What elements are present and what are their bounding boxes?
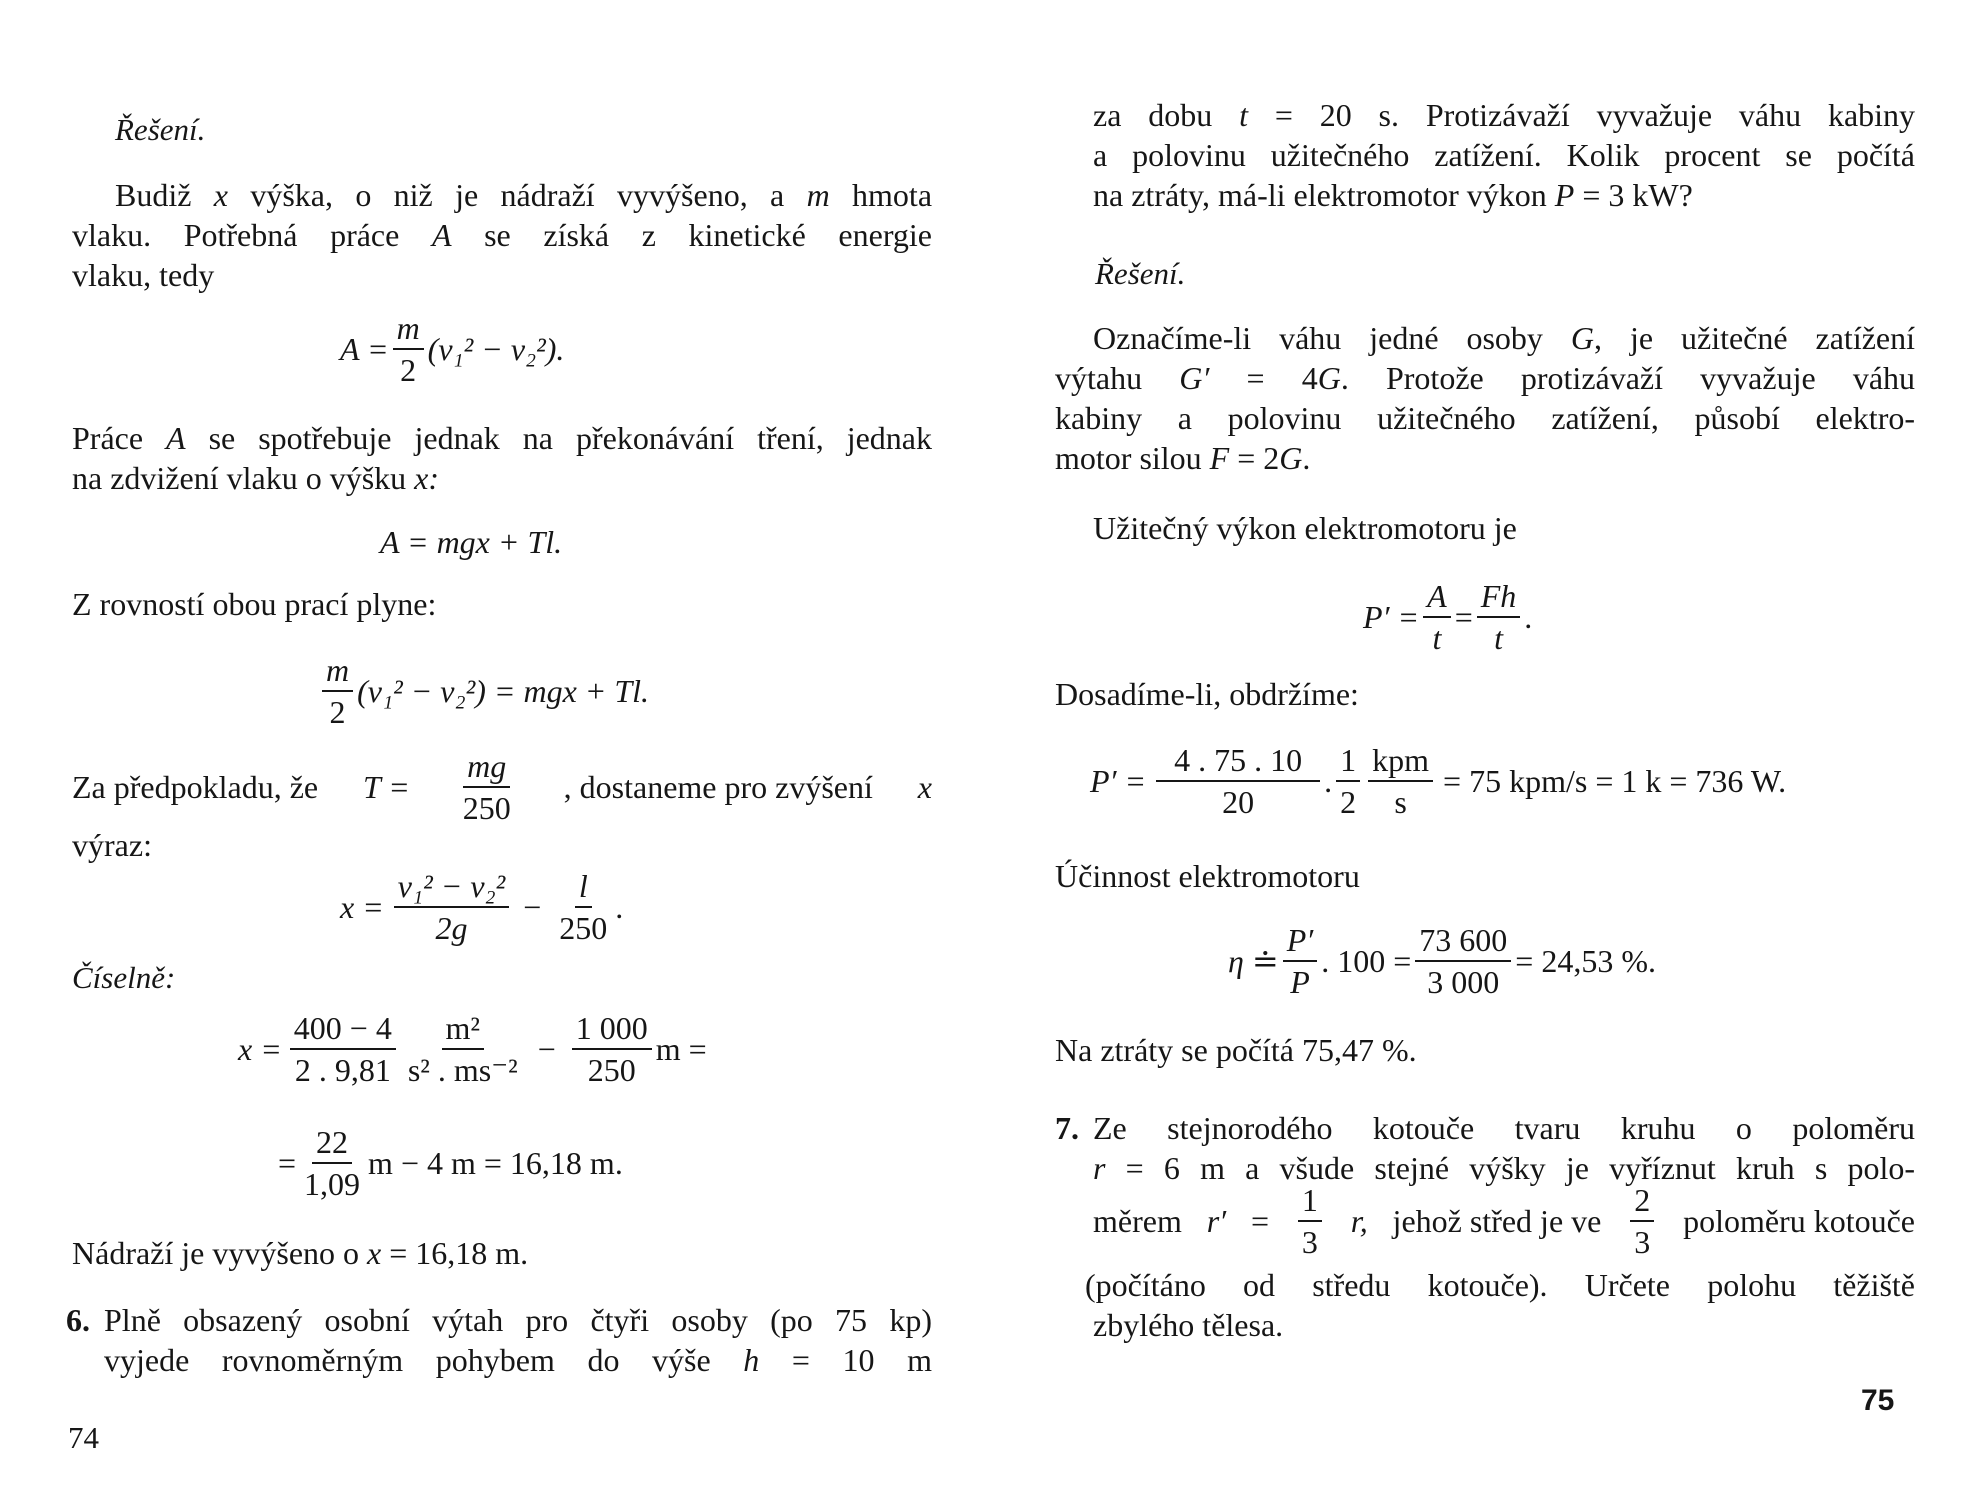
equation-kinetic-energy: A = $\frac{m}{2}$ (v₁² − v₂²). <box>340 310 565 388</box>
numerically-heading: Číselně: <box>72 960 176 995</box>
equation-work: A = mgx + Tl. <box>380 524 563 560</box>
equation-numeric: x = $\frac{400 - 4}{2 . 9,81}$ $\frac{\text{m²}}{\text{s² . ms⁻²}}$ − $\frac{1 000}{250}$ m = <box>238 1010 707 1088</box>
paragraph-losses: Na ztráty se počítá 75,47 %. <box>1055 1032 1417 1068</box>
problem-7-line-fractions: měrem r′ = $\frac{1}{3}$ r, jehož střed je ve $\frac{2}{3}$ poloměru kotouče <box>1093 1182 1915 1260</box>
paragraph-assumption: Za předpokladu, že T = $\frac{mg}{250}$ , dostaneme pro zvýšení x <box>72 748 932 826</box>
paragraph-useful-power: Užitečný výkon elektromotoru je <box>1093 510 1517 546</box>
page-number-left: 74 <box>68 1420 99 1455</box>
page-number-right: 75 <box>1861 1384 1895 1417</box>
paragraph-efficiency: Účinnost elektromotoru <box>1055 858 1360 894</box>
equation-result: = $\frac{22}{1,09}$ m − 4 m = 16,18 m. <box>278 1124 623 1202</box>
equation-substitution: P′ = $\frac{4 . 75 . 10}{20}$ . $\frac{1}{2}$ $\frac{\text{kpm}}{s}$ = 75 kpm/s = 1 k = 736 W. <box>1090 742 1787 820</box>
paragraph-load: Označíme-li váhu jedné osoby G, je užitečné zatížení výtahu G′ = 4G. Protože protizávaží vyvažuje váhu kabiny a polovinu užitečného zatížení, působí elektro- motor silou F = 2G. <box>1055 320 1916 476</box>
paragraph-conclusion: Nádraží je vyvýšeno o x = 16,18 m. <box>72 1235 529 1271</box>
right-page <box>985 0 1970 1500</box>
problem-6-number: 6. <box>66 1302 90 1338</box>
problem-7-number: 7. <box>1055 1110 1079 1146</box>
equation-useful-power: P′ = $\frac{A}{t}$ = $\frac{Fh}{t}$ . <box>1363 578 1533 656</box>
paragraph-substitute: Dosadíme-li, obdržíme: <box>1055 676 1359 712</box>
paragraph-intro: Budiž x výška, o niž je nádraží vyvýšeno, a m hmota vlaku. Potřebná práce A se získá z kinetické energie vlaku, tedy <box>72 177 933 293</box>
paragraph-work: Práce A se spotřebuje jednak na překonávání tření, jednak na zdvižení vlaku o výšku x: <box>72 420 933 496</box>
paragraph-expression: výraz: <box>72 827 152 863</box>
solution-heading: Řešení. <box>115 112 206 147</box>
paragraph-equality: Z rovností obou prací plyne: <box>72 586 437 622</box>
problem-6-text: Plně obsazený osobní výtah pro čtyři osoby (po 75 kp) vyjede rovnoměrným pohybem do výše h = 10 m <box>104 1302 933 1378</box>
equation-height: x = $\frac{\text{v₁² − v₂²}}{2g}$ − $\frac{l}{250}$ . <box>340 868 624 946</box>
problem-6-continuation: za dobu t = 20 s. Protizávaží vyvažuje váhu kabiny a polovinu užitečného zatížení. Kolik procent se počítá na ztráty, má-li elektromotor výkon P = 3 kW? <box>1093 97 1916 213</box>
equation-equality: $\frac{m}{2}$ (v₁² − v₂²) = mgx + Tl. <box>318 652 649 730</box>
problem-7-text-end: (počítáno od středu kotouče). Určete polohu těžiště zbylého tělesa. <box>1085 1267 1915 1343</box>
equation-efficiency: η ≐ $\frac{P'}{P}$ . 100 = $\frac{73 600}{3 000}$ = 24,53 %. <box>1228 922 1656 1000</box>
solution-heading-right: Řešení. <box>1095 256 1186 291</box>
problem-7-text: Ze stejnorodého kotouče tvaru kruhu o poloměru r = 6 m a všude stejné výšky je vyříznut kruh s polo- <box>1093 1110 1916 1186</box>
